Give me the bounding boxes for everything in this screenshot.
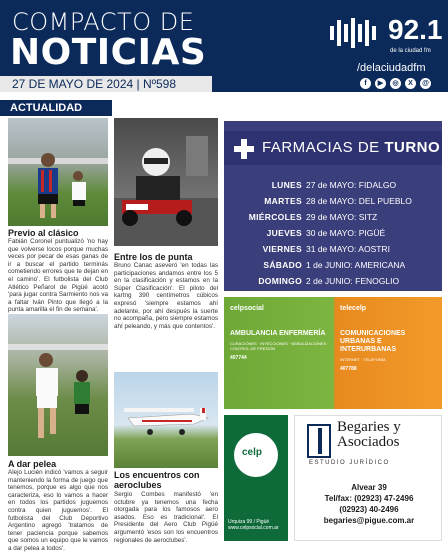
section-label: ACTUALIDAD [0,100,112,116]
issue-date: 27 DE MAYO DE 2024 | Nº598 [0,76,212,92]
logo-frequency: 92.1 [388,14,443,45]
telecelp-headline: COMUNICACIONES URBANAS E INTERURBANAS [340,330,406,353]
pharmacy-row: MIÉRCOLES 29 de MAYO: SITZ [248,212,378,222]
law-firm-contact [295,482,443,526]
medical-cross-icon [234,139,254,159]
soundwave-icon [330,18,384,48]
radio-logo[interactable] [330,14,443,58]
article-body: Sergio Combes manifestó 'en octubre ya tenemos una fecha otorgada para los famosos aero asados. Eso es tradicional'. El Presidente del Aero Club Pigüé argumentó 'esos son los encuentros regionales de aeroclubes'. [114,491,218,544]
law-email[interactable]: begaries@pigue.com.ar [323,516,415,525]
threads-icon[interactable]: @ [420,78,431,89]
celp-social-phone: 407744 [230,355,247,361]
law-firm-subtitle: ESTUDIO JURÍDICO [309,460,390,466]
article-title[interactable]: Entre los de punta [114,252,193,262]
article-photo-karting [114,118,218,246]
pharmacy-row: VIERNES 31 de MAYO: AOSTRI [262,244,390,254]
celp-logo-ad[interactable] [224,415,288,541]
article-title[interactable]: Previo al clásico [8,228,79,238]
youtube-icon[interactable]: ▶ [375,78,386,89]
header-kicker: COMPACTO DE [12,8,195,36]
telecelp-phone: 407788 [340,366,357,372]
celp-social-headline: AMBULANCIA ENFERMERÍA [230,330,326,337]
header-title: NOTICIAS [10,32,207,73]
facebook-icon[interactable]: f [360,78,371,89]
logo-tagline: de la ciudad fm [390,48,431,54]
telecelp-panel [340,305,438,372]
telecelp-services: INTERNET · TELEFONÍA [340,357,386,362]
pharmacy-title: FARMACIAS DE TURNO [262,139,441,156]
law-firm-name: Begaries y Asociados [337,419,401,450]
celp-logo-text: celp [242,447,263,458]
pharmacy-row: SÁBADO 1 de JUNIO: AMERICANA [263,260,406,270]
article-title[interactable]: A dar pelea [8,459,57,469]
pharmacy-row: JUEVES 30 de MAYO: PIGÜÉ [266,228,386,238]
article-title[interactable]: Los encuentros con aeroclubes [114,470,200,490]
pharmacy-schedule [224,121,442,291]
social-handle[interactable]: /delaciudadfm [357,62,426,74]
law-address: Alvear 39 [351,483,387,492]
telecelp-brand: telecelp [340,305,367,312]
instagram-icon[interactable]: ◎ [390,78,401,89]
newsletter-header [0,0,448,92]
pharmacy-header [224,131,442,165]
celp-social-brand: celpsocial [230,305,264,312]
article-body: Alejo Lucién indicó 'vamos a seguir manteniendo la forma de juego que tenemos, porque es algo que nos caracteriza, eso lo vamos a hacer en todos los partidos juguemos contra quien juguemos'. El futbolista del Club Deportivo Argentino agregó 'tratamos de tener paciencia porque sabemos que somos un equipo que le vamos a dar pelea a todos'. [8,469,108,552]
social-icons [360,78,431,89]
celp-services-ad[interactable] [224,297,442,409]
pharmacy-row: LUNES 27 de MAYO: FIDALGO [271,180,397,190]
article-photo-airplane [114,372,218,468]
article-body: Fabián Coronel puntualizó 'no hay que volverse locos porque muchas veces por pecar de esas ganas de ir a buscar el partido terminás cometiendo errores que te dejan en el camino'. El futbolista del Club Atlético Peñarol de Pigüé acotó 'para jugar contra Sarmiento nos va a faltar Iván Pinto que llegó a la punta amarilla el fin de semana'. [8,238,108,314]
pharmacy-list [224,177,442,289]
x-icon[interactable]: X [405,78,416,89]
article-photo-football [8,118,108,226]
pharmacy-row: MARTES 28 de MAYO: DEL PUEBLO [264,196,412,206]
law-firm-ad[interactable] [294,415,442,541]
celp-address: Urquiza 99 / Pigüé www.celpsocial.com.ar [228,519,279,531]
law-phone: Tel/fax: (02923) 47-2496 [324,494,414,503]
celp-social-panel [230,305,334,361]
celp-social-services: CURACIONES · INYECCIONES · NEBULIZACIONES · CONTROL DE PRESIÓN [230,341,329,351]
law-phone-alt: (02923) 40-2496 [339,505,399,514]
law-emblem-icon [307,424,331,458]
article-photo-running [8,314,108,456]
pharmacy-row: DOMINGO 2 de JUNIO: FENOGLIO [258,276,400,286]
article-body: Bruno Canac aseveró 'en todas las participaciones andamos entre los 5 en la clasificación y estamos en la Súper Clasificación'. El piloto del kartng 390 centímetros cúbicos expresó 'siempre estamos ahí adelante, por ahí después la suerte no acompaña, pero siempre estamos ahí peleando, y más que contentos'. [114,262,218,330]
